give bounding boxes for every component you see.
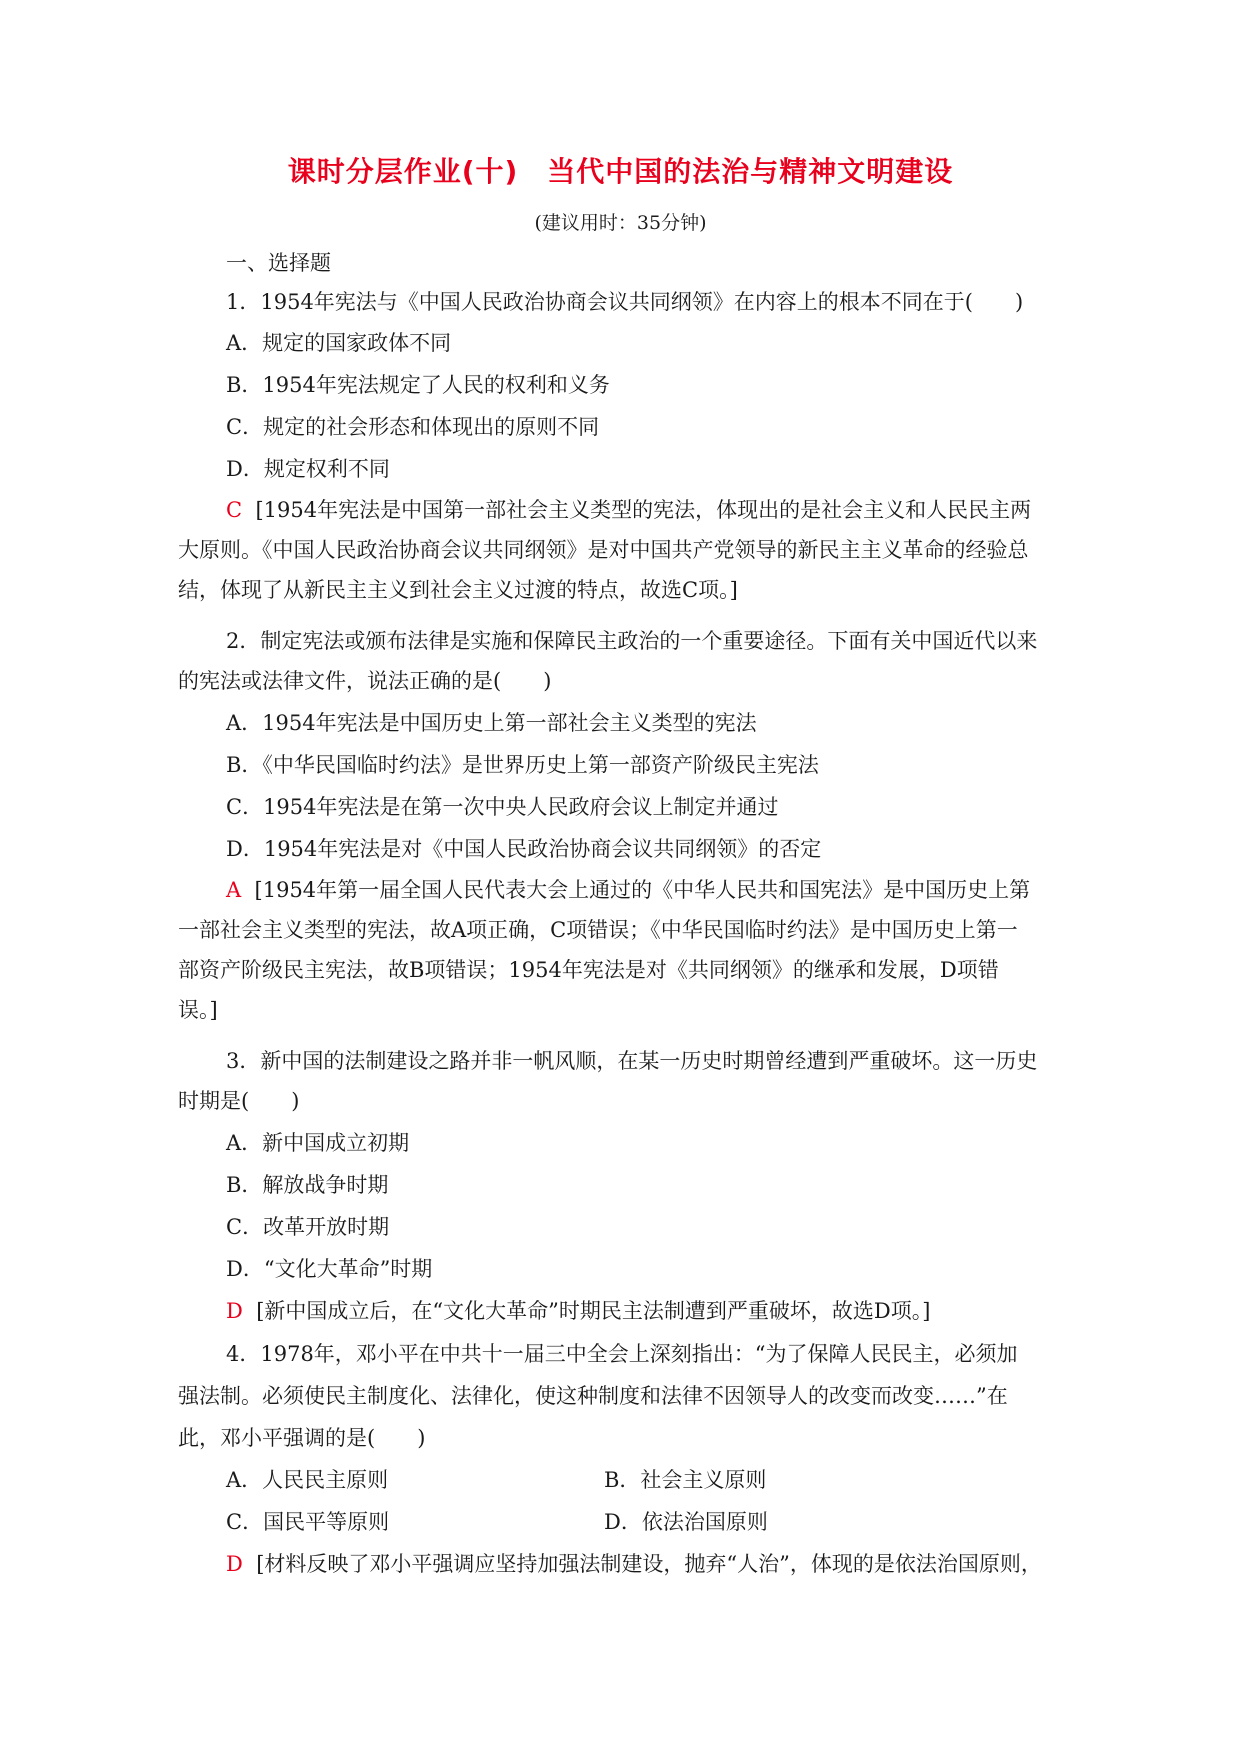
q1-option-b: B．1954年宪法规定了人民的权利和义务 (226, 373, 610, 397)
q3-option-c: C．改革开放时期 (226, 1215, 390, 1239)
q3-explanation-text: [新中国成立后，在“文化大革命”时期民主法制遭到严重破坏，故选D项。] (256, 1299, 931, 1323)
q4-stem-line-1: 4．1978年，邓小平在中共十一届三中全会上深刻指出：“为了保障人民民主，必须加 (226, 1342, 1018, 1366)
q1-explanation-line-2: 大原则。《中国人民政治协商会议共同纲领》是对中国共产党领导的新民主主义革命的经验总 (178, 538, 1029, 562)
q3-option-d: D．“文化大革命”时期 (226, 1257, 433, 1281)
q4-option-b: B．社会主义原则 (604, 1468, 767, 1492)
suggested-time: (建议用时：35分钟) (534, 212, 707, 234)
q2-explanation-line-1 (226, 875, 1030, 905)
q1-explanation-line-1 (226, 495, 1031, 525)
q2-option-a: A．1954年宪法是中国历史上第一部社会主义类型的宪法 (226, 711, 757, 735)
q1-explanation-text: [1954年宪法是中国第一部社会主义类型的宪法，体现出的是社会主义和人民民主两 (255, 498, 1032, 522)
q1-option-c: C．规定的社会形态和体现出的原则不同 (226, 415, 600, 439)
q4-option-c: C．国民平等原则 (226, 1510, 390, 1534)
page-title: 课时分层作业(十) 当代中国的法治与精神文明建设 (287, 155, 954, 188)
q2-explanation-line-4: 误。] (178, 998, 218, 1022)
q4-explanation-text: [材料反映了邓小平强调应坚持加强法制建设，抛弃“人治”，体现的是依法治国原则， (256, 1552, 1042, 1576)
q1-option-a: A．规定的国家政体不同 (226, 331, 452, 355)
q1-answer: C (226, 498, 243, 522)
q2-option-b: B．《中华民国临时约法》是世界历史上第一部资产阶级民主宪法 (226, 753, 819, 777)
q4-stem-line-3: 此，邓小平强调的是( ) (178, 1426, 426, 1450)
q4-explanation-line-1 (226, 1549, 1042, 1579)
section-heading: 一、选择题 (226, 251, 331, 275)
q3-answer: D (226, 1299, 243, 1323)
q4-option-d: D．依法治国原则 (604, 1510, 768, 1534)
q4-answer: D (226, 1552, 243, 1576)
q3-stem-line-1: 3．新中国的法制建设之路并非一帆风顺，在某一历史时期曾经遭到严重破坏。这一历史 (226, 1049, 1038, 1073)
q4-stem-line-2: 强法制。必须使民主制度化、法律化，使这种制度和法律不因领导人的改变而改变……”在 (178, 1384, 1008, 1408)
q4-option-a: A．人民民主原则 (226, 1468, 389, 1492)
q3-option-b: B．解放战争时期 (226, 1173, 389, 1197)
q1-explanation-line-3: 结，体现了从新民主主义到社会主义过渡的特点，故选C项。] (178, 578, 738, 602)
q3-option-a: A．新中国成立初期 (226, 1131, 410, 1155)
q2-explanation-text: [1954年第一届全国人民代表大会上通过的《中华人民共和国宪法》是中国历史上第 (254, 878, 1031, 902)
q2-option-d: D．1954年宪法是对《中国人民政治协商会议共同纲领》的否定 (226, 837, 822, 861)
q1-option-d: D．规定权利不同 (226, 457, 390, 481)
q2-answer: A (226, 878, 242, 902)
q2-option-c: C．1954年宪法是在第一次中央人民政府会议上制定并通过 (226, 795, 779, 819)
q1-stem-line-1: 1．1954年宪法与《中国人民政治协商会议共同纲领》在内容上的根本不同在于( ) (226, 290, 1024, 314)
q2-stem-line-2: 的宪法或法律文件，说法正确的是( ) (178, 669, 552, 693)
q2-explanation-line-2: 一部社会主义类型的宪法，故A项正确，C项错误；《中华民国临时约法》是中国历史上第一 (178, 918, 1018, 942)
q2-explanation-line-3: 部资产阶级民主宪法，故B项错误；1954年宪法是对《共同纲领》的继承和发展，D项错 (178, 958, 999, 982)
q3-stem-line-2: 时期是( ) (178, 1089, 300, 1113)
q2-stem-line-1: 2．制定宪法或颁布法律是实施和保障民主政治的一个重要途径。下面有关中国近代以来 (226, 629, 1038, 653)
q3-explanation-line-1 (226, 1296, 930, 1326)
